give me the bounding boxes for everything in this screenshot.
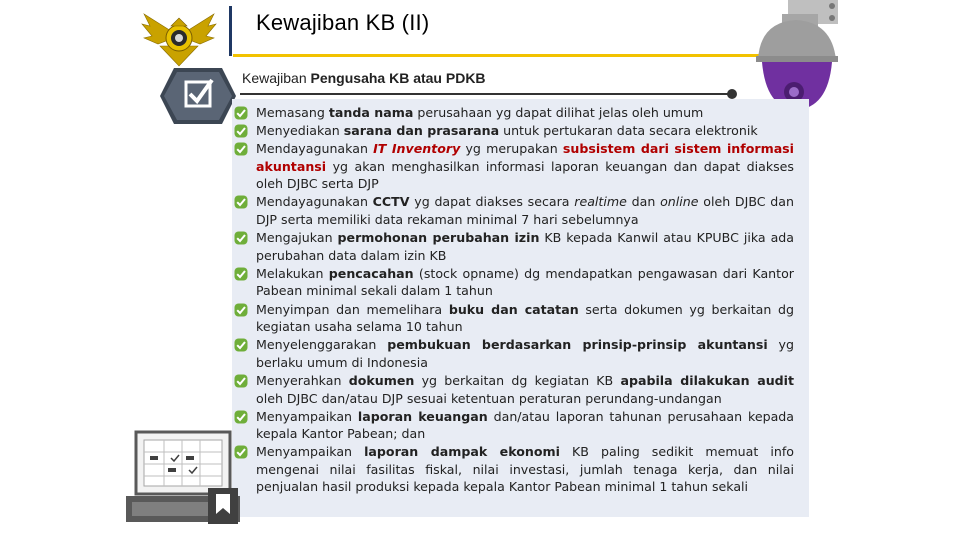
item-text-segment: yg akan menghasilkan informasi laporan keuangan dan dapat diakses oleh DJBC serta DJP: [256, 158, 794, 192]
list-item: [234, 336, 794, 371]
title-divider: [229, 6, 232, 56]
item-text-segment: sarana dan prasarana: [343, 123, 500, 139]
item-text-segment: subsistem dari sistem informasi akuntansi: [256, 141, 794, 174]
item-text-segment: yg berkaitan dg kegiatan KB: [414, 372, 621, 388]
item-text-segment: KB kepada Kanwil atau KPUBC jika ada perubahan data dalam izin KB: [256, 230, 795, 263]
item-text-segment: (stock opname) dg mendapatkan pengawasan dari Kantor Pabean minimal sekali dalam 1 tahun: [256, 265, 794, 299]
item-text-segment: oleh DJBC dan DJP serta memiliki data rekaman minimal 7 hari sebelumnya: [256, 194, 794, 228]
subtitle-end-dot: [727, 89, 737, 99]
list-item: [234, 408, 794, 443]
check-circle-icon: [234, 303, 248, 317]
item-text-segment: IT Inventory: [373, 141, 461, 157]
item-text-segment: Menyerahkan: [256, 372, 349, 388]
check-circle-icon: [234, 106, 248, 120]
item-text-segment: yg merupakan: [460, 141, 563, 157]
check-circle-icon: [234, 338, 248, 352]
item-text-segment: realtime: [574, 194, 627, 210]
item-text-segment: Menyelenggarakan: [256, 337, 388, 353]
item-text-segment: Menyediakan: [256, 123, 344, 139]
item-text-segment: Mengajukan: [256, 230, 338, 246]
list-item: [234, 229, 794, 264]
list-item: [234, 104, 794, 122]
item-text-segment: permohonan perubahan izin: [337, 230, 540, 246]
cctv-camera-icon: [756, 0, 846, 112]
check-circle-icon: [234, 374, 248, 388]
item-text-segment: KB paling sedikit memuat info mengenai nilai fasilitas fiskal, nilai investasi, jumlah tenaga kerja, dan nilai penjualan hasil produksi kepada kepala Kantor Pabean minimal 1 tahun sekali: [256, 444, 794, 495]
item-text-segment: serta dokumen yg berkaitan dg kegiatan usaha selama 10 tahun: [256, 301, 794, 335]
item-text-segment: tanda nama: [328, 105, 414, 120]
list-item: [234, 443, 794, 496]
item-text-segment: Mendayagunakan: [256, 194, 373, 210]
subtitle-prefix: Kewajiban: [242, 70, 311, 86]
check-circle-icon: [234, 195, 248, 209]
list-item: [234, 122, 794, 140]
item-text-segment: yg dapat diakses secara: [409, 194, 575, 210]
list-item: [234, 140, 794, 193]
item-text-segment: perusahaan yg dapat dilihat jelas oleh umum: [413, 105, 704, 120]
item-text-segment: Menyampaikan: [256, 444, 365, 460]
check-circle-icon: [234, 124, 248, 138]
item-text-segment: apabila dilakukan audit: [620, 372, 795, 388]
subtitle-bold: Pengusaha KB atau PDKB: [310, 70, 486, 86]
item-text-segment: oleh DJBC dan/atau DJP sesuai ketentuan peraturan perundang-undangan: [256, 390, 722, 406]
item-text-segment: laporan keuangan: [357, 408, 488, 424]
item-text-segment: pencacahan: [328, 265, 414, 281]
item-text-segment: online: [660, 194, 699, 210]
checkbox-badge-icon: [160, 66, 236, 126]
item-text-segment: laporan dampak ekonomi: [364, 444, 560, 460]
obligations-list: [234, 104, 794, 497]
list-item: [234, 301, 794, 336]
item-text-segment: yg berlaku umum di Indonesia: [256, 337, 795, 370]
item-text-segment: untuk pertukaran data secara elektronik: [499, 123, 758, 139]
item-text-segment: Menyampaikan: [256, 408, 358, 424]
list-item: [234, 193, 794, 228]
check-circle-icon: [234, 267, 248, 281]
item-text-segment: Melakukan: [256, 265, 329, 281]
computer-checklist-icon: [124, 430, 242, 526]
item-text-segment: dokumen: [348, 372, 415, 388]
item-text-segment: Mendayagunakan: [256, 141, 374, 157]
check-circle-icon: [234, 142, 248, 156]
section-subtitle: [242, 70, 486, 86]
list-item: [234, 265, 794, 300]
item-text-segment: Memasang: [256, 105, 329, 120]
list-item: [234, 372, 794, 407]
check-circle-icon: [234, 410, 248, 424]
item-text-segment: pembukuan berdasarkan prinsip-prinsip akuntansi: [387, 337, 768, 353]
item-text-segment: Menyimpan dan memelihara: [256, 301, 449, 317]
check-circle-icon: [234, 231, 248, 245]
item-text-segment: buku dan catatan: [448, 301, 579, 317]
subtitle-underline: [240, 93, 732, 95]
page-title: Kewajiban KB (II): [256, 10, 430, 35]
item-text-segment: CCTV: [372, 194, 410, 210]
customs-emblem-icon: [140, 6, 218, 70]
check-circle-icon: [234, 445, 248, 459]
accent-line: [233, 54, 763, 57]
item-text-segment: dan/atau laporan tahunan perusahaan kepada kepala Kantor Pabean; dan: [256, 408, 794, 442]
item-text-segment: dan: [626, 194, 661, 210]
